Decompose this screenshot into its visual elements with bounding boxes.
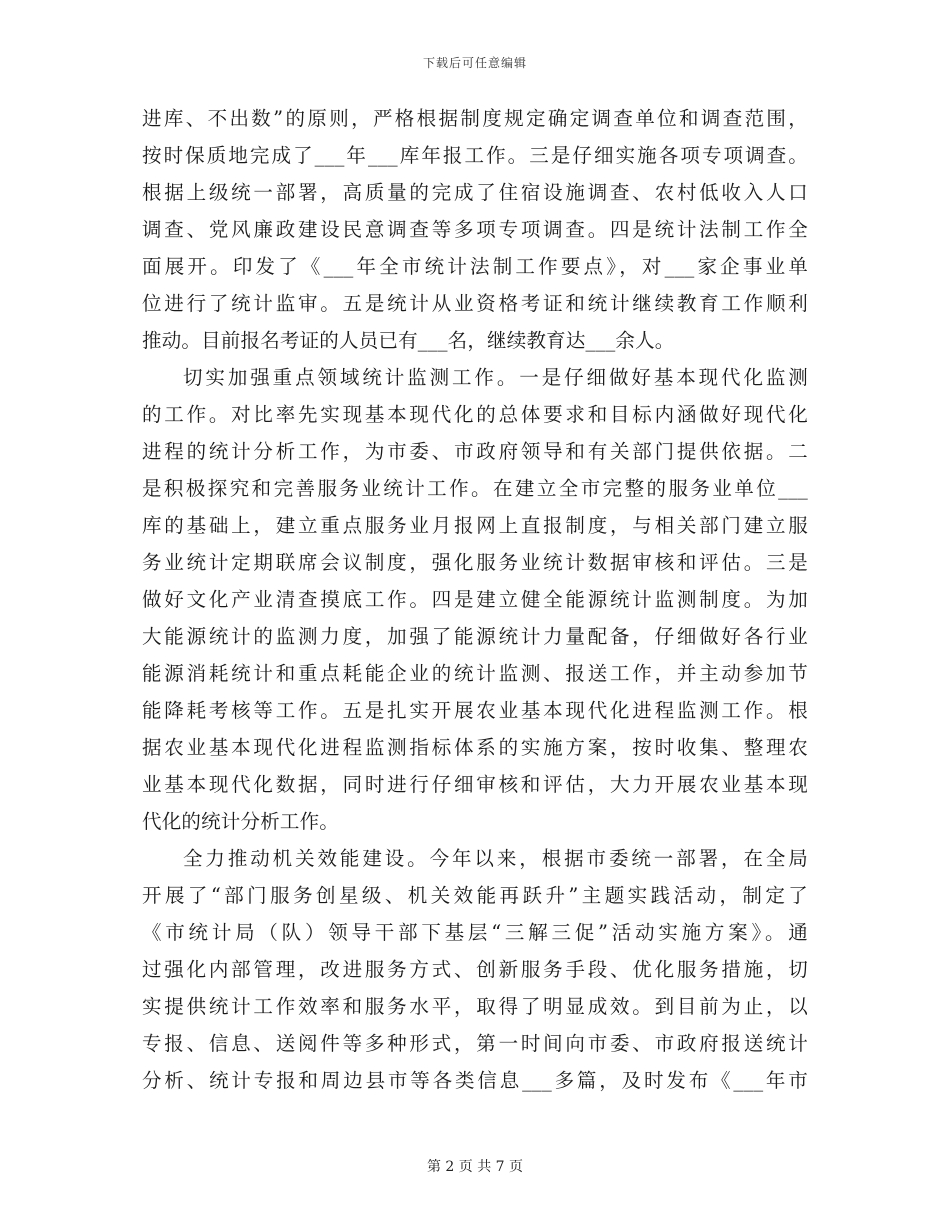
paragraph-2: [142, 359, 808, 840]
text-line: 按时保质地完成了___年___库年报工作。三是仔细实施各项专项调查。: [142, 144, 808, 167]
document-body: [142, 100, 808, 1099]
text-line: 位进行了统计监审。五是统计从业资格考证和统计继续教育工作顺利: [142, 292, 808, 315]
text-line: 分析、统计专报和周边县市等各类信息___多篇，及时发布《___年市: [142, 1069, 808, 1092]
text-line: 开展了“部门服务创星级、机关效能再跃升”主题实践活动，制定了: [142, 884, 808, 907]
text-line: 是积极探究和完善服务业统计工作。在建立全市完整的服务业单位___: [142, 477, 808, 500]
text-line: 能降耗考核等工作。五是扎实开展农业基本现代化进程监测工作。根: [142, 699, 808, 722]
text-line: 调查、党风廉政建设民意调查等多项专项调查。四是统计法制工作全: [142, 218, 808, 241]
text-line: 实提供统计工作效率和服务水平，取得了明显成效。到目前为止，以: [142, 995, 808, 1018]
text-line: 代化的统计分析工作。: [142, 810, 340, 833]
text-line: 切实加强重点领域统计监测工作。一是仔细做好基本现代化监测: [183, 366, 808, 389]
page-number: 第 2 页 共 7 页: [426, 1159, 524, 1175]
text-line: 做好文化产业清查摸底工作。四是建立健全能源统计监测制度。为加: [142, 588, 808, 611]
text-line: 业基本现代化数据，同时进行仔细审核和评估，大力开展农业基本现: [142, 773, 808, 796]
text-line: 库的基础上，建立重点服务业月报网上直报制度，与相关部门建立服: [142, 514, 808, 537]
text-line: 能源消耗统计和重点耗能企业的统计监测、报送工作，并主动参加节: [142, 662, 808, 685]
text-line: 面展开。印发了《___年全市统计法制工作要点》，对___家企事业单: [142, 255, 808, 278]
text-line: 的工作。对比率先实现基本现代化的总体要求和目标内涵做好现代化: [142, 403, 808, 426]
text-line: 《市统计局（队）领导干部下基层“三解三促”活动实施方案》。通: [142, 921, 808, 944]
text-line: 进程的统计分析工作，为市委、市政府领导和有关部门提供依据。二: [142, 440, 808, 463]
text-line: 全力推动机关效能建设。今年以来，根据市委统一部署，在全局: [183, 847, 808, 870]
text-line: 根据上级统一部署，高质量的完成了住宿设施调查、农村低收入人口: [142, 181, 808, 204]
page-header: 下载后可任意编辑: [422, 56, 527, 70]
text-line: 专报、信息、送阅件等多种形式，第一时间向市委、市政府报送统计: [142, 1032, 808, 1055]
text-line: 大能源统计的监测力度，加强了能源统计力量配备，仔细做好各行业: [142, 625, 808, 648]
text-line: 过强化内部管理，改进服务方式、创新服务手段、优化服务措施，切: [142, 958, 808, 981]
text-line: 务业统计定期联席会议制度，强化服务业统计数据审核和评估。三是: [142, 551, 808, 574]
text-line: 推动。目前报名考证的人员已有___名，继续教育达___余人。: [142, 329, 675, 352]
paragraph-1: [142, 100, 808, 359]
paragraph-3: [142, 840, 808, 1099]
text-line: 据农业基本现代化进程监测指标体系的实施方案，按时收集、整理农: [142, 736, 808, 759]
text-line: 进库、不出数”的原则，严格根据制度规定确定调查单位和调查范围，: [142, 107, 808, 130]
